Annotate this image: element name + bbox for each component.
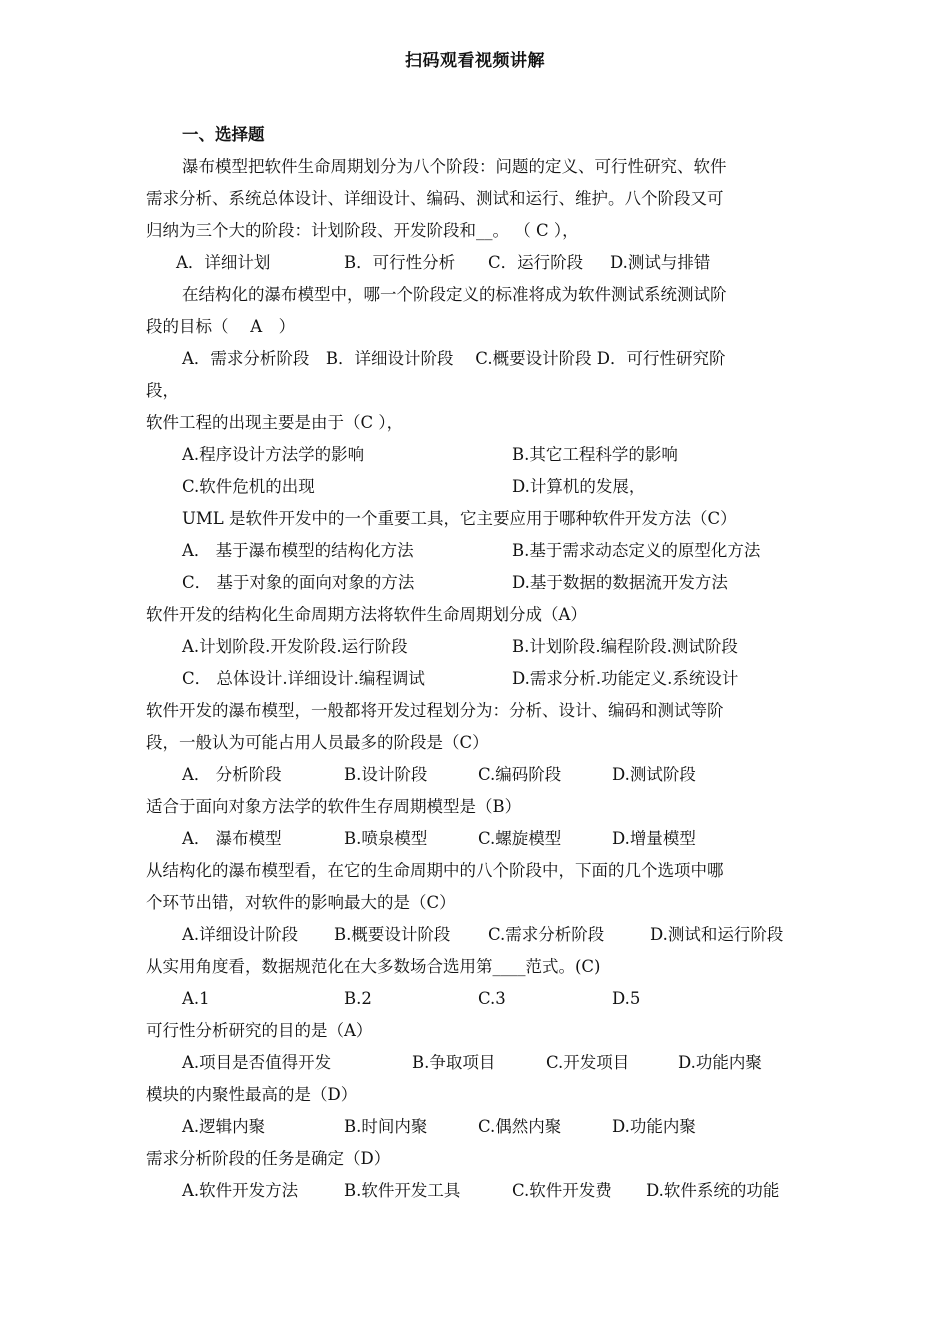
question-8-option-a: A.详细设计阶段 bbox=[182, 925, 299, 944]
question-9-line-1: 从实用角度看，数据规范化在大多数场合选用第____范式。(C) bbox=[146, 957, 601, 976]
question-12-option-d: D.软件系统的功能 bbox=[646, 1181, 780, 1200]
question-8-option-b: B.概要设计阶段 bbox=[334, 925, 451, 944]
question-9-option-d: D.5 bbox=[612, 989, 641, 1008]
question-7-option-c: C.螺旋模型 bbox=[478, 829, 562, 848]
question-6-option-b: B.设计阶段 bbox=[344, 765, 428, 784]
question-7-option-a: A． 瀑布模型 bbox=[182, 829, 282, 848]
question-7-line-1: 适合于面向对象方法学的软件生存周期模型是（B） bbox=[146, 797, 522, 816]
question-6-option-a: A． 分析阶段 bbox=[182, 765, 282, 784]
question-6-line-1: 软件开发的瀑布模型，一般都将开发过程划分为：分析、设计、编码和测试等阶 bbox=[146, 701, 724, 720]
question-5-option-d: D.需求分析.功能定义.系统设计 bbox=[512, 669, 739, 688]
question-1-option-d: D.测试与排错 bbox=[610, 253, 711, 272]
question-11-line-1: 模块的内聚性最高的是（D） bbox=[146, 1085, 358, 1104]
question-10-line-1: 可行性分析研究的目的是（A） bbox=[146, 1021, 373, 1040]
question-2-line-2: 段的目标（ A ） bbox=[146, 317, 296, 336]
question-3-option-c: C.软件危机的出现 bbox=[182, 477, 315, 496]
question-10-option-b: B.争取项目 bbox=[412, 1053, 496, 1072]
question-1-line-1: 瀑布模型把软件生命周期划分为八个阶段：问题的定义、可行性研究、软件 bbox=[182, 157, 727, 176]
question-5-option-a: A.计划阶段.开发阶段.运行阶段 bbox=[182, 637, 408, 656]
question-4-line-1: UML 是软件开发中的一个重要工具，它主要应用于哪种软件开发方法（C） bbox=[182, 509, 737, 528]
question-10-option-d: D.功能内聚 bbox=[678, 1053, 762, 1072]
question-6-option-c: C.编码阶段 bbox=[478, 765, 562, 784]
question-10-option-a: A.项目是否值得开发 bbox=[182, 1053, 332, 1072]
question-4-option-b: B.基于需求动态定义的原型化方法 bbox=[512, 541, 761, 560]
question-2-options-line-2: 段， bbox=[146, 381, 179, 400]
question-4-option-c: C． 基于对象的面向对象的方法 bbox=[182, 573, 415, 592]
question-9-option-b: B.2 bbox=[344, 989, 372, 1008]
question-9-option-a: A.1 bbox=[182, 989, 210, 1008]
question-7-option-b: B.喷泉模型 bbox=[344, 829, 428, 848]
question-3-option-b: B.其它工程科学的影响 bbox=[512, 445, 678, 464]
question-6-line-2: 段，一般认为可能占用人员最多的阶段是（C） bbox=[146, 733, 489, 752]
question-4-option-d: D.基于数据的数据流开发方法 bbox=[512, 573, 728, 592]
question-3-line-1: 软件工程的出现主要是由于（C ）， bbox=[146, 413, 404, 432]
question-2-options-line-1: A．需求分析阶段 B．详细设计阶段 C.概要设计阶段 D．可行性研究阶 bbox=[182, 349, 726, 368]
question-3-option-a: A.程序设计方法学的影响 bbox=[182, 445, 365, 464]
question-5-option-b: B.计划阶段.编程阶段.测试阶段 bbox=[512, 637, 738, 656]
question-4-option-a: A． 基于瀑布模型的结构化方法 bbox=[182, 541, 414, 560]
question-11-option-b: B.时间内聚 bbox=[344, 1117, 428, 1136]
question-11-option-c: C.偶然内聚 bbox=[478, 1117, 562, 1136]
question-5-option-c: C． 总体设计.详细设计.编程调试 bbox=[182, 669, 425, 688]
question-1-line-3: 归纳为三个大的阶段：计划阶段、开发阶段和__。 （ C ）， bbox=[146, 221, 579, 240]
question-8-option-d: D.测试和运行阶段 bbox=[650, 925, 784, 944]
question-1-line-2: 需求分析、系统总体设计、详细设计、编码、测试和运行、维护。八个阶段又可 bbox=[146, 189, 724, 208]
question-12-option-b: B.软件开发工具 bbox=[344, 1181, 461, 1200]
question-3-option-d: D.计算机的发展， bbox=[512, 477, 646, 496]
question-11-option-d: D.功能内聚 bbox=[612, 1117, 696, 1136]
question-8-option-c: C.需求分析阶段 bbox=[488, 925, 605, 944]
question-5-line-1: 软件开发的结构化生命周期方法将软件生命周期划分成（A） bbox=[146, 605, 587, 624]
question-7-option-d: D.增量模型 bbox=[612, 829, 696, 848]
question-9-option-c: C.3 bbox=[478, 989, 506, 1008]
question-10-option-c: C.开发项目 bbox=[546, 1053, 630, 1072]
question-8-line-1: 从结构化的瀑布模型看，在它的生命周期中的八个阶段中，下面的几个选项中哪 bbox=[146, 861, 724, 880]
section-heading: 一、选择题 bbox=[182, 125, 265, 144]
page-title: 扫码观看视频讲解 bbox=[405, 51, 545, 71]
question-1-option-c: C．运行阶段 bbox=[488, 253, 584, 272]
question-12-option-c: C.软件开发费 bbox=[512, 1181, 612, 1200]
question-8-line-2: 个环节出错，对软件的影响最大的是（C） bbox=[146, 893, 456, 912]
question-6-option-d: D.测试阶段 bbox=[612, 765, 696, 784]
question-1-option-a: A．详细计划 bbox=[176, 253, 271, 272]
question-12-line-1: 需求分析阶段的任务是确定（D） bbox=[146, 1149, 391, 1168]
question-12-option-a: A.软件开发方法 bbox=[182, 1181, 299, 1200]
question-1-option-b: B．可行性分析 bbox=[344, 253, 456, 272]
question-11-option-a: A.逻辑内聚 bbox=[182, 1117, 266, 1136]
question-2-line-1: 在结构化的瀑布模型中，哪一个阶段定义的标准将成为软件测试系统测试阶 bbox=[182, 285, 727, 304]
